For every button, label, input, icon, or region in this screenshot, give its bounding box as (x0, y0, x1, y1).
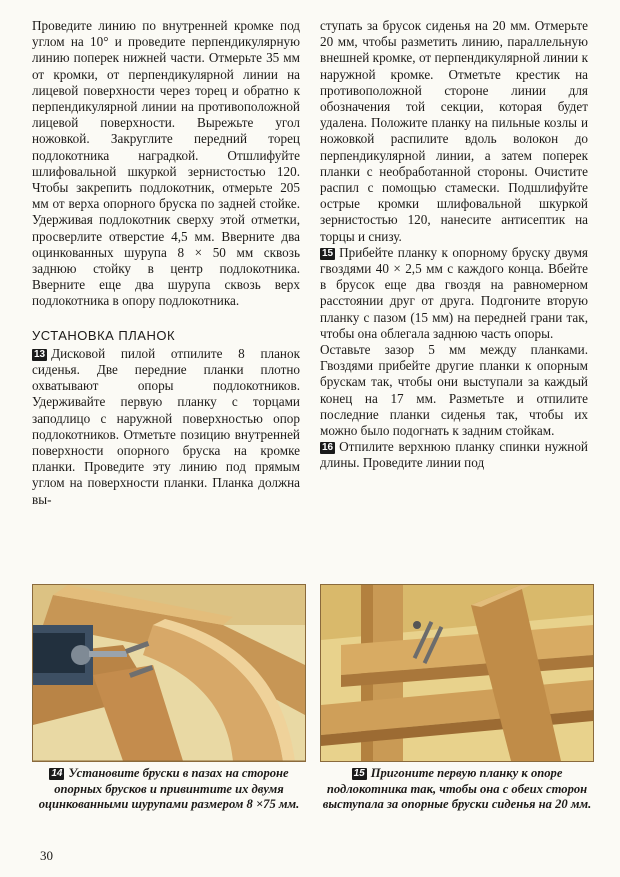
right-column (320, 18, 588, 472)
left-column (32, 18, 300, 508)
section-heading: УСТАНОВКА ПЛАНОК (32, 327, 176, 343)
left-paragraph-2-text: Дисковой пилой отпилите 8 планок сиденья. Две передние планки плотно охватывают опоры подлокотников. Удерживайте первую планку с торцами заподлицо с наружной поверхностью опор подлокотников. Отметьте позицию внутренней поверхности опорного бруска на кромке планки. Проведите эту линию под прямым углом на поверхности планки. Планка должна вы- (32, 345, 300, 507)
illustration-drill-slats (32, 584, 306, 762)
caption-number-14: 14 (51, 768, 63, 779)
right-paragraph-2 (320, 245, 588, 342)
step-number-16: 16 (322, 442, 334, 454)
right-paragraph-1: ступать за брусок сиденья на 20 мм. Отмерьте 20 мм, чтобы разметить линию, параллельную внешней кромке, от перпендикулярной линии к наружной кромке. Отметьте крестик на противоположной стороне линии для обозначения той секции, которая будет удалена. Положите планку на пильные козлы и ножовкой распилите вдоль волокон до перпендикулярной линии, а затем поперек планки с необработанной стороны. Очистите распил с помощью стамески. Подшлифуйте острые кромки шлифовальной шкуркой зернистостью 120, нанесите антисептик на торцы и снизу. (320, 18, 588, 244)
right-paragraph-4-text: Отпилите верхнюю планку спинки нужной длины. Проведите линии под (320, 439, 588, 471)
illustration-slat-fitting (320, 584, 594, 762)
right-paragraph-4 (320, 439, 588, 471)
figure-caption-left (34, 766, 304, 813)
figure-caption-left-text: Установите бруски в пазах на стороне опорных брусков и привинтите их двумя оцинкованными шурупами размером 8 ×75 мм. (38, 766, 300, 811)
step-number-13: 13 (34, 348, 46, 360)
page-number: 30 (40, 848, 53, 863)
step-number-15: 15 (322, 247, 334, 259)
right-paragraph-3: Оставьте зазор 5 мм между планками. Гвоздями прибейте другие планки к опорным брускам так, чтобы они выступали за каждый конец на 17 мм. Разметьте и отпилите последние планки сиденья так, чтобы их можно было подогнать к задним стойкам. (320, 342, 588, 439)
right-paragraph-2-text: Прибейте планку к опорному бруску двумя гвоздями 40 × 2,5 мм с каждого конца. Вбейте в брусок еще два гвоздя на равномерном расстоянии друг от друга. Подгоните вторую планку с пазом (15 мм) на передней грани так, чтобы она облегала заднюю часть опоры. (320, 244, 588, 341)
figure-caption-right-text: Пригоните первую планку к опоре подлокотника так, чтобы она с обеих сторон выступала за опорные бруски сиденья на 20 мм. (322, 766, 592, 811)
left-paragraph-1: Проведите линию по внутренней кромке под углом на 10° и проведите перпендикулярную линию поперек нижней части. Отмерьте 35 мм от кромки, от перпендикулярной линии на лицевой поверхности через торец и обратно к перпендикулярной линии на противоположной лицевой поверхности. Вырежьте угол ножовкой. Закруглите передний торец подлокотника наградкой. Отшлифуйте шлифовальной шкуркой зернистостью 120. Чтобы закрепить подлокотник, отмерьте 205 мм от верха опорного бруска по задней стойке. Удерживая подлокотник сверху этой отметки, просверлите отверстие 4,5 мм. Вверните два оцинкованных шурупа 8 × 50 мм сквозь заднюю стойку в центр подлокотника. Вверните еще два шурупа сквозь верх подлокотника в опору подлокотника. (32, 18, 300, 309)
caption-number-15: 15 (353, 768, 365, 779)
left-paragraph-2 (32, 346, 300, 508)
figure-caption-right (322, 766, 592, 813)
